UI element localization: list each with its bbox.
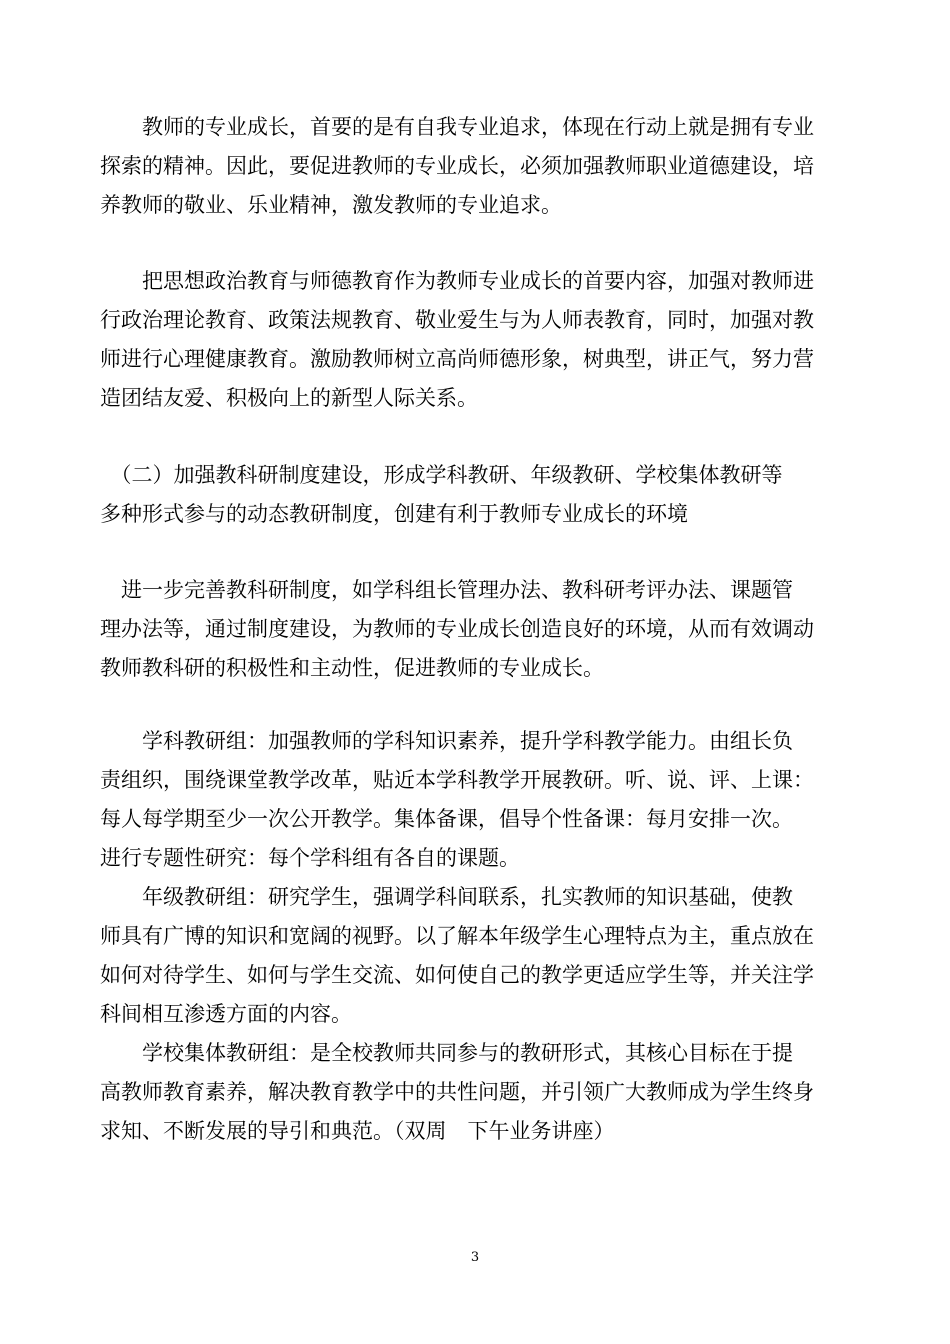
text-line: 造团结友爱、积极向上的新型人际关系。 [100, 386, 478, 410]
page-number: 3 [470, 1250, 480, 1265]
text-line: 教师教科研的积极性和主动性，促进教师的专业成长。 [100, 656, 604, 680]
text-line: 科间相互渗透方面的内容。 [100, 1002, 352, 1026]
text-line: 多种形式参与的动态教研制度，创建有利于教师专业成长的环境 [100, 502, 688, 526]
text-line: 探索的精神。因此，要促进教师的专业成长，必须加强教师职业道德建设，培 [100, 154, 814, 178]
paragraph-ethics-education [100, 262, 852, 418]
text-line: 师进行心理健康教育。激励教师树立高尚师德形象，树典型，讲正气，努力营 [100, 347, 814, 371]
section-heading-research-system [100, 456, 852, 534]
text-line: 责组织，围绕课堂教学改革，贴近本学科教学开展教研。听、说、评、上课： [100, 768, 814, 792]
text-line: 进行专题性研究：每个学科组有各自的课题。 [100, 846, 520, 870]
text-line: 高教师教育素养，解决教育教学中的共性问题，并引领广大教师成为学生终身 [100, 1080, 814, 1104]
paragraph-professional-pursuit [100, 108, 852, 225]
text-line: 行政治理论教育、政策法规教育、敬业爱生与为人师表教育，同时，加强对教 [100, 308, 814, 332]
text-line: 进一步完善教科研制度，如学科组长管理办法、教科研考评办法、课题管 [100, 578, 793, 602]
text-line: 教师的专业成长，首要的是有自我专业追求，体现在行动上就是拥有专业 [100, 115, 814, 139]
text-line: 理办法等，通过制度建设，为教师的专业成长创造良好的环境，从而有效调动 [100, 617, 814, 641]
text-line: 每人每学期至少一次公开教学。集体备课，倡导个性备课：每月安排一次。 [100, 807, 793, 831]
text-line: 学科教研组：加强教师的学科知识素养，提升学科教学能力。由组长负 [100, 729, 793, 753]
paragraph-research-system [100, 571, 852, 688]
text-line: 年级教研组：研究学生，强调学科间联系，扎实教师的知识基础，使教 [100, 885, 793, 909]
paragraph-research-groups [100, 722, 852, 1151]
text-line: 如何对待学生、如何与学生交流、如何使自己的教学更适应学生等，并关注学 [100, 963, 814, 987]
text-line: 养教师的敬业、乐业精神，激发教师的专业追求。 [100, 193, 562, 217]
text-line: 把思想政治教育与师德教育作为教师专业成长的首要内容，加强对教师进 [100, 269, 814, 293]
text-line: 师具有广博的知识和宽阔的视野。以了解本年级学生心理特点为主，重点放在 [100, 924, 814, 948]
text-line: 学校集体教研组：是全校教师共同参与的教研形式，其核心目标在于提 [100, 1041, 793, 1065]
text-line: 求知、不断发展的导引和典范。（双周 下午业务讲座） [100, 1119, 615, 1143]
text-line: （二）加强教科研制度建设，形成学科教研、年级教研、学校集体教研等 [100, 463, 783, 487]
